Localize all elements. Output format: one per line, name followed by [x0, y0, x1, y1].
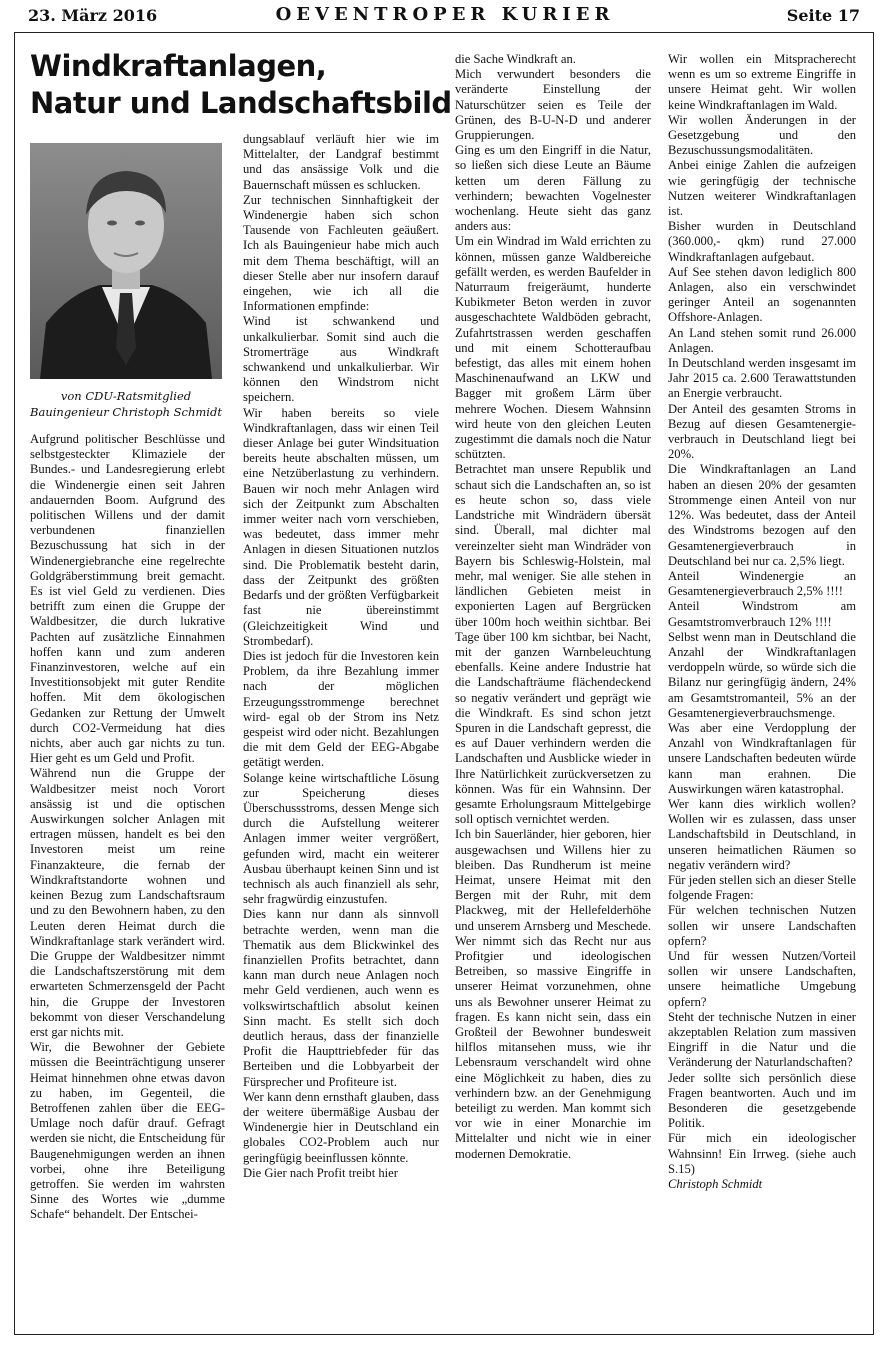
paragraph: Wir haben bereits so viele Windkraftanlagen, dass wir einen Teil dieser Anlage bei guter Windsituation bereits heute abschalten müssen, um eine Netzüberlastung zu verhindern. Bauen wir noch mehr Anlagen wird sich der Zeitpunkt zum Abschalten immer weiter nach vorn verschieben, was bedeutet, dass immer mehr Anlagen in diesen Situationen nutzlos sind. Die Problematik besteht darin, dass der Zeitpunkt des größten Bedarfs und der größten Verfügbarkeit fast nie übereinstimmt (Gleichzeitigkeit Wind und Strombedarf). — [243, 405, 439, 648]
author-signature: Christoph Schmidt — [668, 1177, 763, 1192]
paragraph: Und für wessen Nutzen/Vorteil sollen wir unsere Landschaften, unsere heimatliche Umgebung opfern? — [668, 948, 856, 1009]
paragraph: Selbst wenn man in Deutschland die Anzahl der Windkraftanlagen verdoppeln würde, so würde sich die Bilanz nur geringfügig ändern, 24% am Gesamtstromanteil, 5% an der Gesamtenergieverbrauchsmenge. — [668, 629, 856, 720]
paragraph: Die Windkraftanlagen an Land haben an diesen 20% der gesamten Strommenge einen Anteil von nur 12%. Was bedeutet, dass der Anteil des Windstroms bezogen auf den Gesamtenergieverbrauch in Deutschland bei nur ca. 2,5% liegt. — [668, 462, 856, 568]
paragraph: dungsablauf verläuft hier wie im Mittelalter, der Landgraf bestimmt und das ansässige Volk und die Bauernschaft müssen es schlucken. — [243, 132, 439, 192]
paragraph: Dies kann nur dann als sinnvoll betrachte werden, wenn man die Thematik aus dem Blickwinkel des finanziellen Profits betrachtet, dann kann man durch neue Anlagen noch mehr Geld verdienen, auch wenn es volkswirtschaftlich absolut keinen Sinn macht. Es stellt sich doch deutlich heraus, dass der finanzielle Profit die Haupttriebfeder für das Berteiben und die Lobbyarbeit der Fürsprecher und Profiteure ist. — [243, 907, 439, 1089]
text-column-4 — [668, 52, 856, 1328]
paragraph: Auf See stehen davon lediglich 800 Anlagen, also ein verschwindet geringer Anteil an sogenannten Offshore-Anlagen. — [668, 264, 856, 325]
paragraph: Anbei einige Zahlen die aufzeigen wie geringfügig der technische Nutzen weiterer Windkraftanlagen ist. — [668, 158, 856, 219]
paragraph: Wir wollen ein Mitspracherecht wenn es um so extreme Eingriffe in unsere Heimat geht. Wir wollen keine Windkraftanlagen im Wald. — [668, 52, 856, 112]
paragraph: Für jeden stellen sich an dieser Stelle folgende Fragen: — [668, 872, 856, 903]
paragraph: Wind ist schwankend und unkalkulierbar. Somit sind auch die Stromerträge aus Windkraft schwankend und unkalkulierbar. Wir können den Windstrom nicht speichern. — [243, 314, 439, 405]
newspaper-name: OEVENTROPER KURIER — [275, 4, 615, 25]
paragraph: Solange keine wirtschaftliche Lösung zur Speicherung dieses Überschussstroms, dessen Menge sich durch die Aufstellung weiterer Anlagen immer weiter vergrößert, gefunden wird, macht ein weiterer Ausbau überhaupt keinen Sinn und ist technisch als auch finanziell als sehr, sehr fragwürdig einzustufen. — [243, 770, 439, 907]
author-photo — [30, 143, 222, 379]
paragraph: An Land stehen somit rund 26.000 Anlagen. — [668, 325, 856, 355]
paragraph: Wir, die Bewohner der Gebiete müssen die Beeinträchtigung unserer Heimat hinnehmen ohne etwas davon zu haben, im Gegenteil, die Betroffenen zahlen über die EEG-Umlage noch dafür drauf. Gefragt werden sie nicht, die Entscheidung für Baugenehmigungen werden an ihnen vorbei, ohne ihre Beteiligung getroffen. Sie werden im wahrsten Sinne des Wortes wie „dumme Schafe“ behandelt. Der Entschei- — [30, 1040, 225, 1222]
paragraph: die Sache Windkraft an. — [455, 52, 576, 66]
paragraph: Zur technischen Sinnhaftigkeit der Windenergie haben sich schon Tausende von Fachleuten geäußert. Ich als Bauingenieur habe mich auch mit dem Thema beschäftigt, will an dieser Stelle aber nur insofern darauf eingehen, wie ich all die Informationen empfinde: — [243, 192, 439, 314]
photo-caption — [30, 388, 222, 420]
paragraph: Ging es um den Eingriff in die Natur, so ließen sich diese Leute an Bäume ketten um deren Fällung zu verhindern; bewachten Vogelnester wochenlang. Heute sieht das ganz anders aus: — [455, 143, 651, 234]
paragraph: Wer kann denn ernsthaft glauben, dass der weitere übermäßige Ausbau der Windenergie hier in Deutschland ein globales CO2-Problem auch nur geringfügig beeinflussen könnte. — [243, 1089, 439, 1165]
paragraph: Die Gier nach Profit treibt hier — [243, 1165, 398, 1180]
page-header — [0, 0, 890, 30]
paragraph: Was aber eine Verdopplung der Anzahl von Windkraftanlagen für unsere Landschaften bedeuten würde kann man erahnen. Die Auswirkungen wären katastrophal. — [668, 720, 856, 796]
paragraph: Für welchen technischen Nutzen sollen wir unsere Landschaften opfern? — [668, 903, 856, 948]
paragraph: Um ein Windrad im Wald errichten zu können, müssen ganze Waldbereiche gefällt werden, es werden Baufelder in Naturraum freigeräumt, hunderte Kubikmeter Beton werden in zuvor ausgeschachtete Waldböden gebracht, Zufahrtstrassen werden geschaffen und mit einem Schotteraufbau befestigt, das alles mit einem hohen Maschinenaufwand an LKW und Bagger mit großem Lärm über mehrere Wochen. Diesem Wahnsinn wird heute von den gleichen Leuten zugestimmt die damals noch die Natur schützten. — [455, 234, 651, 462]
paragraph: Anteil Windenergie an Gesamtenergieverbrauch 2,5% !!!! — [668, 568, 856, 599]
paragraph: Bisher wurden in Deutschland (360.000,- qkm) rund 27.000 Windkraftanlagen aufgebaut. — [668, 219, 856, 264]
paragraph: Jeder sollte sich persönlich diese Fragen beantworten. Auch und im Besonderen die gesetzgebende Politik. — [668, 1070, 856, 1131]
paragraph: Ich bin Sauerländer, hier geboren, hier ausgewachsen und Willens hier zu bleiben. Das Rundherum ist meine Heimat, unsere Heimat mit den Bergen mit der Ruhr, mit dem Plackweg, mit der Hellefelderhöhe und unserem Arnsberg und Meschede. Wer nimmt sich das Recht nur aus Profitgier und ideologischen Betreiben, so massive Eingriffe in unserer Heimat vorzunehmen, ohne uns als Bewohner unserer Heimat zu fragen. Es kann nicht sein, dass ein Großteil der Bewohner bundesweit hilflos mitansehen muss, wie ihr Lebensraum verschandelt wird ohne eine Möglichkeit zu haben, dies zu verhindern bzw. an der Genehmigung beteiligt zu werden. Man kommt sich vor wie in einer Monarchie im Mittelalter und nicht wie in einer modernen Demokratie. — [455, 827, 651, 1161]
paragraph: Während nun die Gruppe der Waldbesitzer meist noch Vorort ansässig ist und die optischen Auswirkungen solcher Anlagen mit ertragen müssen, handelt es bei den Investoren meist um reine Finanzakteure, die fernab der Windkraftstandorte wohnen und keinen Bezug zum Landschaftsraum und zu den Bewohnern haben, zu den Leuten deren Heimat durch die Windkraftanlage stark verändert wird. Die Gruppe der Waldbesitzer nimmt die Landschaftszerstörung mit dem erwarteten Schmerzensgeld der Pacht hin, die Gruppe der Investoren bekommt von dieser Verschandelung erst gar nichts mit. — [30, 766, 225, 1039]
issue-date: 23. März 2016 — [28, 6, 158, 25]
paragraph: Wir wollen Änderungen in der Gesetzgebung und den Bezuschussungsmodalitäten. — [668, 112, 856, 158]
text-column-2 — [243, 132, 439, 1328]
caption-line-1: von CDU-Ratsmitglied — [60, 389, 192, 403]
paragraph: Aufgrund politischer Beschlüsse und selbstgesteckter Klimaziele der Bundes.- und Landesregierung erlebt die Windenergie einen seit Jahren andauernden Boom. Aufgrund des politischen Willens und der damit verbundenen finanziellen Bezuschussung hat sich in der Windenergiebranche eine regelrechte Goldgräberstimmung breit gemacht. Es ist viel Geld zu verdienen. Dies betrifft zum einen die Gruppe der Waldbesitzer, die durch lukrative Pachten auf zusätzliche Einnahmen hoffen kann und zum anderen Finanzinvestoren, welche auf ein Investitionsobjekt mit guter Rendite hoffen. Mit dem ökologischen Gedanken zur Rettung der Umwelt durch CO2-Vermeidung hat dies nichts, aber auch gar nichts zu tun. Hier geht es um Geld und Profit. — [30, 432, 225, 766]
paragraph: Dies ist jedoch für die Investoren kein Problem, da ihre Bezahlung immer nach der möglichen Erzeugungsstrommenge berechnet wird- egal ob der Strom ins Netz gespeist wird oder nicht. Bezahlungen die mit dem Geld der EEG-Abgabe getätigt werden. — [243, 648, 439, 770]
article-headline — [30, 48, 450, 122]
headline-line-2: Natur und Landschaftsbild — [30, 86, 452, 120]
paragraph: Mich verwundert besonders die veränderte Einstellung der Naturschützer seien es Teile der Grünen, des B-U-N-D und anderer Gruppierungen. — [455, 67, 651, 143]
caption-line-2: Bauingenieur Christoph Schmidt — [30, 405, 222, 419]
paragraph: Für mich ein ideologischer Wahnsinn! Ein Irrweg. (siehe auch S.15) — [668, 1131, 856, 1176]
page-number: Seite 17 — [786, 6, 860, 25]
paragraph: In Deutschland werden insgesamt im Jahr 2015 ca. 2.600 Terawattstunden an Energie verbraucht. — [668, 356, 856, 401]
text-column-1 — [30, 432, 225, 1328]
paragraph: Wer kann dies wirklich wollen? Wollen wir es zulassen, dass unser Landschaftsbild in Deutschland, in unseren heimatlichen Räumen so negativ verändern wird? — [668, 796, 856, 872]
paragraph: Anteil Windstrom am Gesamtstromverbrauch 12% !!!! — [668, 599, 856, 629]
paragraph: Steht der technische Nutzen in einer akzeptablen Relation zum massiven Eingriff in die Natur und die Veränderung der Naturlandschaften? — [668, 1009, 856, 1070]
text-column-3 — [455, 52, 651, 1328]
paragraph: Betrachtet man unsere Republik und schaut sich die Landschaften an, so ist es heute schon so, dass viele Landstriche mit Windrädern übersät sind. Überall, mal dichter mal vereinzelter sieht man Windräder von Bayern bis Schleswig-Holstein, mal mehr, mal weniger. Sie alle stehen in ländlichen Gebieten meist in exponierten Lagen auf Bergrücken über 100m hoch weithin sichtbar. Bei Tage über 100 km sichtbar, bei Nacht, mit der ganzen Warnbeleuchtung ebenfalls. Keine andere Industrie hat die Landschafträume flächendeckend so negativ verändert und geprägt wie die Windkraft. Es sind schon jetzt Spuren in die Landschaft gepresst, die es auf Dauer verhindern werden die Landschaften und Ausblicke wieder in Ihre Natürlichkeit zurückversetzen zu können. Was für ein Wahnsinn. Der gesamte Erholungsraum Mittelgebirge soll optisch vernichtet werden. — [455, 462, 651, 827]
headline-line-1: Windkraftanlagen, — [30, 49, 327, 83]
paragraph: Der Anteil des gesamten Stroms in Bezug auf diesen Gesamtenergie-verbrauch in Deutschland liegt bei 20%. — [668, 401, 856, 462]
